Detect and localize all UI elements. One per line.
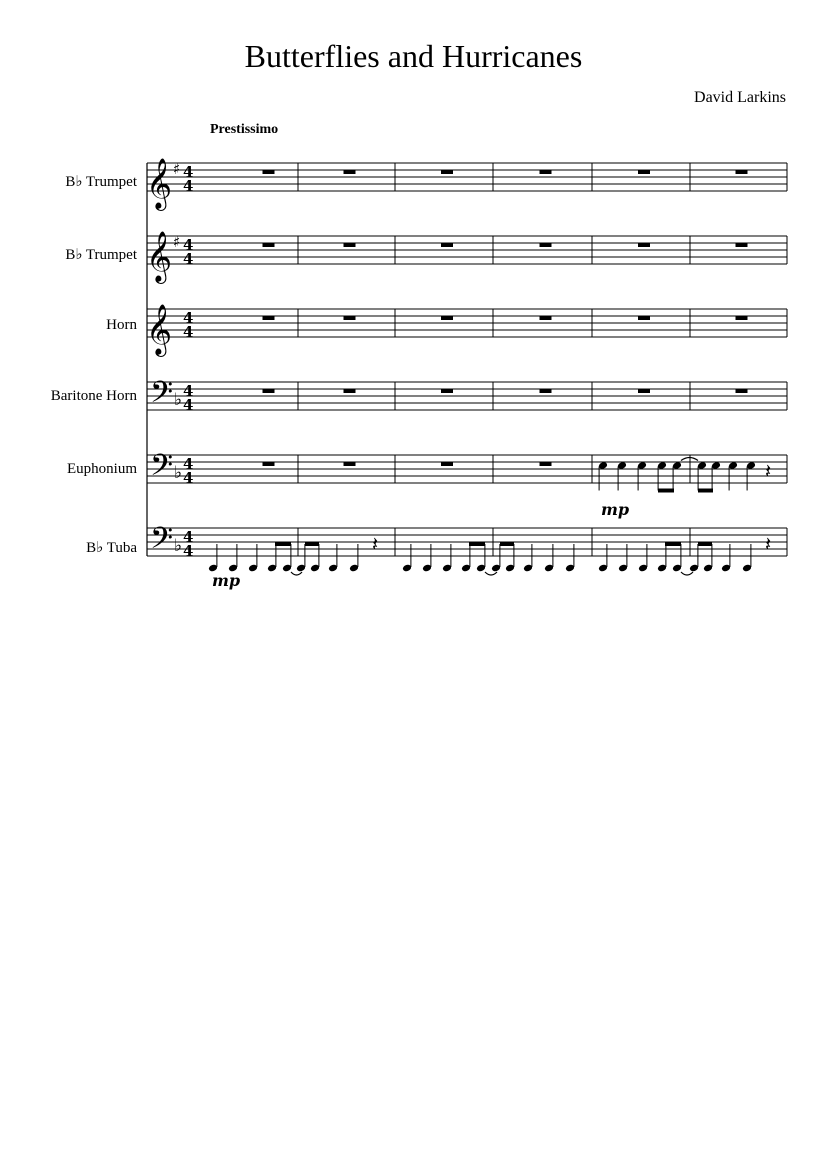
- whole-rest: [638, 170, 650, 174]
- treble-clef-icon: 𝄞: [146, 231, 173, 282]
- whole-rest: [344, 170, 356, 174]
- whole-rest: [263, 316, 275, 320]
- staff-label-trumpet-1: B♭ Trumpet: [65, 174, 137, 190]
- time-signature-numerator: 4: [183, 382, 194, 400]
- whole-rest: [441, 243, 453, 247]
- time-signature-denominator: 4: [183, 469, 194, 487]
- time-signature-numerator: 4: [183, 528, 194, 546]
- time-signature-denominator: 4: [183, 396, 194, 414]
- whole-rest: [736, 243, 748, 247]
- whole-rest: [736, 170, 748, 174]
- whole-rest: [736, 389, 748, 393]
- score-title: Butterflies and Hurricanes: [244, 38, 583, 74]
- whole-rest: [638, 243, 650, 247]
- note-beam: [698, 489, 713, 493]
- staff-label-tuba: B♭ Tuba: [86, 540, 137, 556]
- whole-rest: [441, 170, 453, 174]
- whole-rest: [344, 316, 356, 320]
- treble-clef-icon: 𝄞: [146, 304, 173, 355]
- staff-label-baritone-horn: Baritone Horn: [50, 388, 137, 404]
- note-beam: [469, 542, 485, 546]
- tempo-marking: Prestissimo: [210, 122, 279, 137]
- flat-icon: ♭: [174, 390, 183, 410]
- time-signature-numerator: 4: [183, 163, 194, 181]
- note-beam: [658, 489, 674, 493]
- time-signature-numerator: 4: [183, 455, 194, 473]
- whole-rest: [263, 170, 275, 174]
- sharp-icon: ♯: [173, 233, 181, 251]
- quarter-rest: 𝄽: [765, 459, 772, 483]
- tie: [681, 572, 693, 575]
- bass-clef-icon: 𝄢: [150, 376, 174, 417]
- time-signature-denominator: 4: [183, 177, 194, 195]
- time-signature-denominator: 4: [183, 250, 194, 268]
- whole-rest: [344, 462, 356, 466]
- composer-name: David Larkins: [694, 89, 786, 106]
- quarter-rest: 𝄽: [765, 532, 772, 556]
- sharp-icon: ♯: [173, 160, 181, 178]
- whole-rest: [441, 389, 453, 393]
- whole-rest: [263, 462, 275, 466]
- note-beam: [665, 542, 681, 546]
- note-beam: [500, 542, 514, 546]
- whole-rest: [540, 316, 552, 320]
- whole-rest: [736, 316, 748, 320]
- whole-rest: [344, 389, 356, 393]
- whole-rest: [540, 389, 552, 393]
- whole-rest: [540, 243, 552, 247]
- flat-icon: ♭: [174, 536, 183, 556]
- whole-rest: [344, 243, 356, 247]
- treble-clef-icon: 𝄞: [146, 158, 173, 209]
- note-beam: [275, 542, 291, 546]
- staff-label-horn: Horn: [106, 317, 137, 333]
- whole-rest: [263, 389, 275, 393]
- bass-clef-icon: 𝄢: [150, 449, 174, 490]
- whole-rest: [441, 462, 453, 466]
- whole-rest: [638, 316, 650, 320]
- time-signature-denominator: 4: [183, 323, 194, 341]
- bass-clef-icon: 𝄢: [150, 522, 174, 563]
- note-beam: [698, 542, 712, 546]
- staff-label-trumpet-2: B♭ Trumpet: [65, 247, 137, 263]
- time-signature-numerator: 4: [183, 236, 194, 254]
- staff-label-euphonium: Euphonium: [67, 461, 137, 477]
- quarter-rest: 𝄽: [372, 532, 379, 556]
- note-beam: [305, 542, 319, 546]
- whole-rest: [441, 316, 453, 320]
- whole-rest: [263, 243, 275, 247]
- whole-rest: [638, 389, 650, 393]
- tie: [291, 572, 302, 575]
- time-signature-denominator: 4: [183, 542, 194, 560]
- dynamic-marking: mp: [212, 571, 241, 590]
- whole-rest: [540, 170, 552, 174]
- time-signature-numerator: 4: [183, 309, 194, 327]
- tie: [485, 572, 497, 575]
- whole-rest: [540, 462, 552, 466]
- flat-icon: ♭: [174, 463, 183, 483]
- dynamic-marking: mp: [601, 500, 630, 519]
